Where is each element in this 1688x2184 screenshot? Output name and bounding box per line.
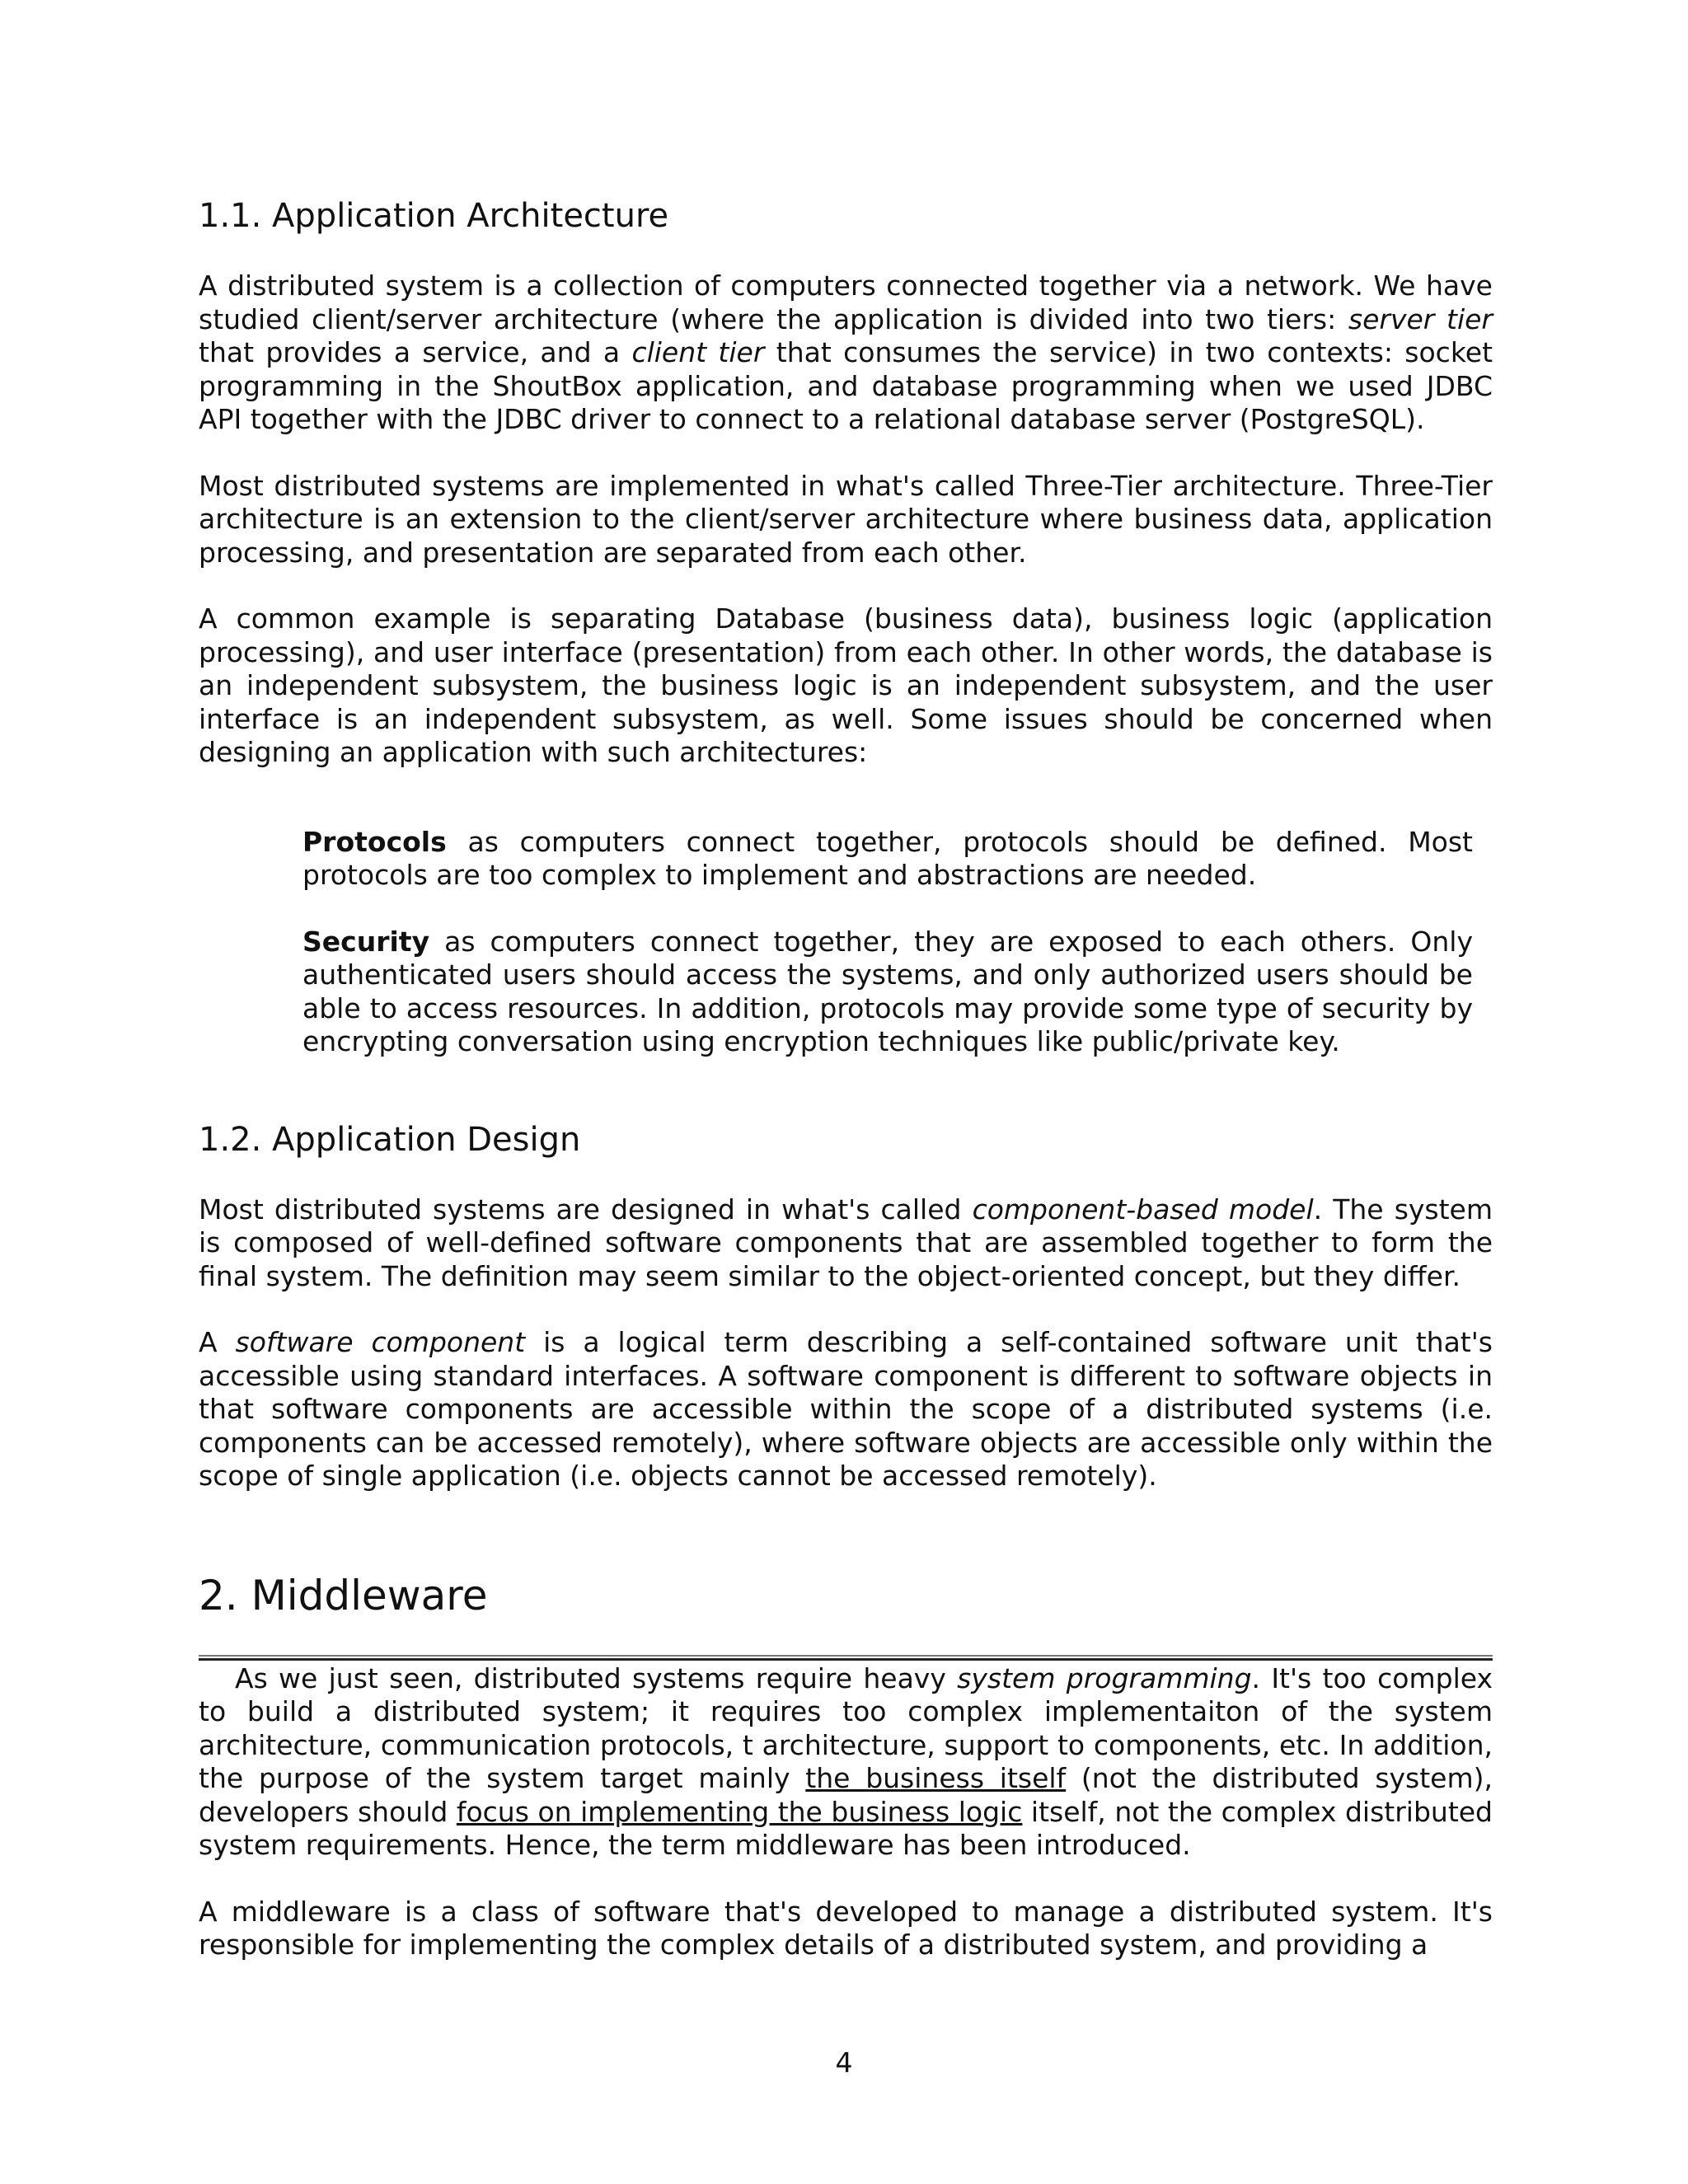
paragraph-middleware-definition: A middleware is a class of software that's developed to manage a distributed system. It's responsible for implementing the complex details of a distributed system, and providing a <box>199 1895 1493 1961</box>
emphasis-component-based-model: component-based model <box>972 1193 1314 1226</box>
page-content <box>199 194 1493 1962</box>
underline-business-logic: focus on implementing the business logic <box>456 1795 1023 1828</box>
underline-business-itself: the business itself <box>805 1762 1067 1794</box>
paragraph-system-programming <box>199 1662 1493 1863</box>
section-title-application-design: 1.2. Application Design <box>199 1120 581 1159</box>
text-run: A distributed system is a collection of computers connected together via a network. We have studied client/server architecture (where the application is divided into two tiers: <box>199 269 1493 335</box>
text-run: As we just seen, distributed systems require heavy <box>235 1661 958 1694</box>
issue-text: as computers connect together, protocols should be defined. Most protocols are too complex to implement and abstractions are needed. <box>302 825 1473 891</box>
paragraph-distributed-system-definition <box>199 269 1493 437</box>
paragraph-component-based-model <box>199 1193 1493 1294</box>
text-run: (not the distributed system), developers should <box>199 1762 1493 1828</box>
text-run: is a logical term describing a self-contained software unit that's accessible using standard interfaces. A software component is different to software objects in that software components are accessible within the scope of a distributed systems (i.e. components can be accessed remotely), where software objects are accessible only within the scope of single application (i.e. objects cannot be accessed remotely). <box>199 1326 1493 1492</box>
section-title-application-architecture: 1.1. Application Architecture <box>199 197 669 235</box>
text-run: . It's too complex to build a distributed system; it requires too complex implementaiton of the system architecture, communication protocols, t architecture, support to components, etc. In addition, the purpose of the system target mainly <box>199 1661 1493 1794</box>
paragraph-three-tier: Most distributed systems are implemented in what's called Three-Tier architecture. Three-Tier architecture is an extension to the client/server architecture where business data, application processing, and presentation are separated from each other. <box>199 469 1493 569</box>
text-run: Most distributed systems are designed in what's called <box>199 1193 973 1226</box>
chapter-title-middleware: 2. Middleware <box>199 1571 488 1619</box>
issue-security <box>302 926 1473 1059</box>
emphasis-software-component: software component <box>235 1326 526 1358</box>
issue-term-protocols: Protocols <box>302 825 447 858</box>
emphasis-system-programming: system programming <box>957 1661 1252 1694</box>
text-run: that provides a service, and a <box>199 336 632 368</box>
heading-rule <box>199 1655 1493 1661</box>
paragraph-software-component <box>199 1326 1493 1493</box>
text-run: . The system is composed of well-defined software components that are assembled together to form the final system. The definition may seem similar to the object-oriented concept, but they differ. <box>199 1193 1493 1292</box>
paragraph-common-example: A common example is separating Database (business data), business logic (application processing), and user interface (presentation) from each other. In other words, the database is an independent subsystem, the business logic is an independent subsystem, and the user interface is an independent subsystem, as well. Some issues should be concerned when designing an application with such architectures: <box>199 602 1493 768</box>
text-run: A <box>199 1326 236 1358</box>
emphasis-client-tier: client tier <box>631 336 765 368</box>
emphasis-server-tier: server tier <box>1348 302 1493 335</box>
issue-text: as computers connect together, they are exposed to each others. Only authenticated users should access the systems, and only authorized users should be able to access resources. In addition, protocols may provide some type of security by encrypting conversation using encryption techniques like public/private key. <box>302 925 1473 1057</box>
issue-term-security: Security <box>302 925 430 958</box>
text-run: itself, not the complex distributed system requirements. Hence, the term middleware has been introduced. <box>199 1795 1493 1861</box>
issue-protocols <box>302 826 1473 893</box>
page-number: 4 <box>835 2046 853 2079</box>
text-run: that consumes the service) in two contexts: socket programming in the ShoutBox application, and database programming when we used JDBC API together with the JDBC driver to connect to a relational database server (PostgreSQL). <box>199 336 1493 435</box>
